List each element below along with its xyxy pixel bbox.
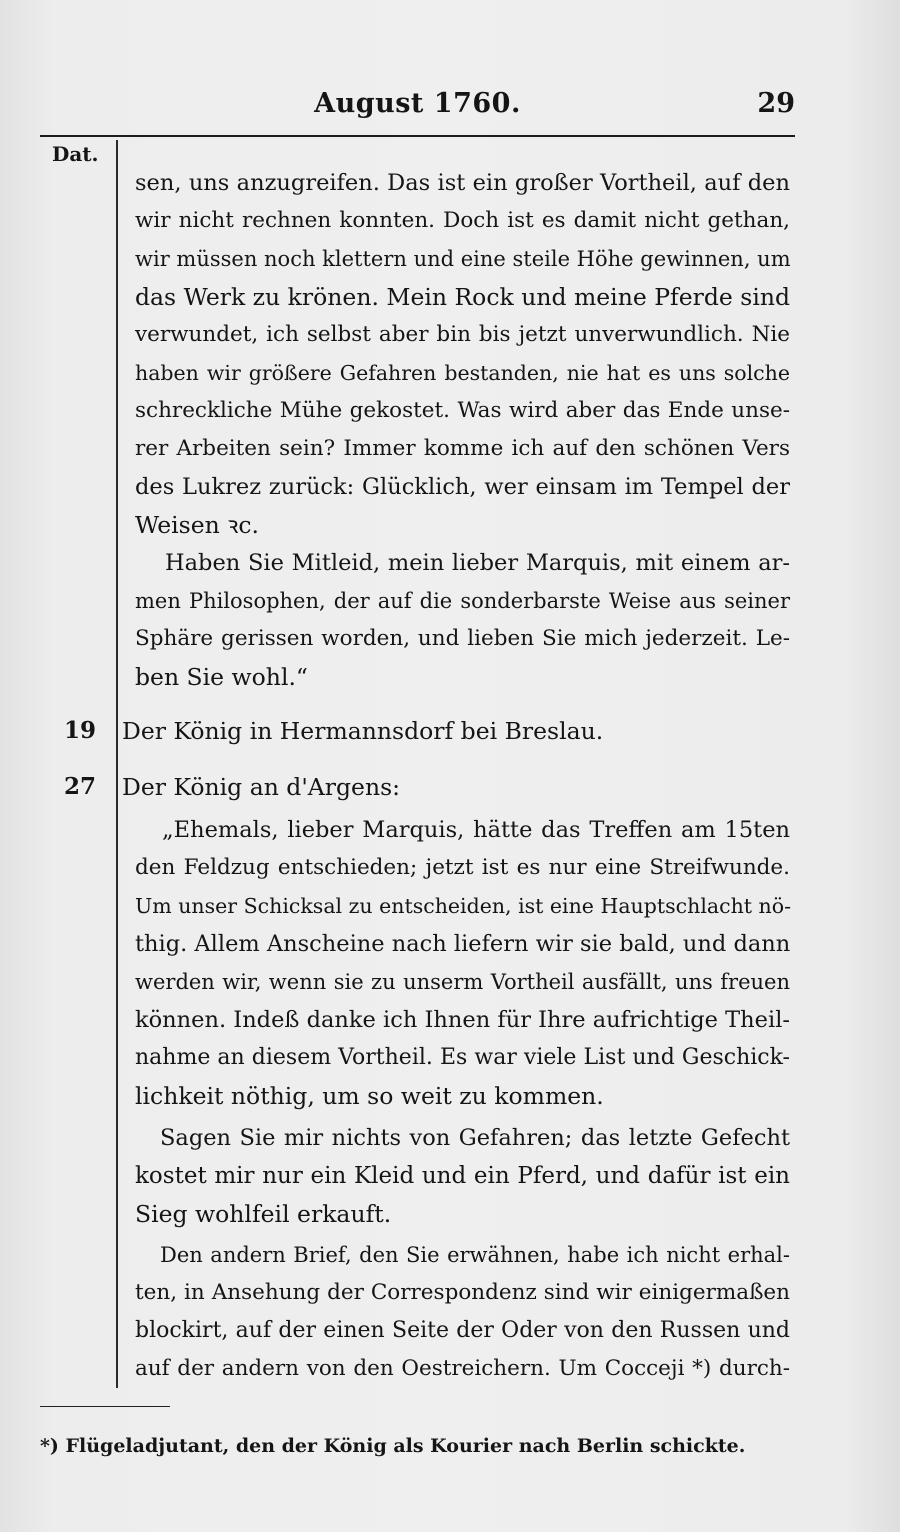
text-line: sen, uns anzugreifen. Das ist ein großer Vortheil, auf den (135, 170, 790, 196)
running-header (40, 80, 795, 130)
footnote: *) Flügeladjutant, den der König als Kourier nach Berlin schickte. (40, 1435, 746, 1457)
page-number: 29 (757, 88, 795, 119)
text-line: ten, in Ansehung der Correspondenz sind wir einigermaßen (135, 1280, 790, 1305)
text-line: den Feldzug entschieden; jetzt ist es nur eine Streifwunde. (135, 855, 790, 880)
entry-date: 19 (63, 717, 96, 744)
footnote-rule (40, 1406, 170, 1407)
text-line: lichkeit nöthig, um so weit zu kommen. (135, 1082, 604, 1110)
text-line: „Ehemals, lieber Marquis, hätte das Treffen am 15ten (162, 817, 790, 843)
text-line: blockirt, auf der einen Seite der Oder von den Russen und (135, 1318, 790, 1343)
text-line: wir nicht rechnen konnten. Doch ist es damit nicht gethan, (135, 208, 790, 233)
text-line: Sieg wohlfeil erkauft. (135, 1200, 392, 1228)
text-line: rer Arbeiten sein? Immer komme ich auf den schönen Vers (135, 436, 790, 461)
text-line: schreckliche Mühe gekostet. Was wird aber das Ende unse- (135, 398, 790, 423)
date-column-label: Dat. (52, 142, 99, 166)
margin-divider (116, 140, 118, 1388)
text-line: verwundet, ich selbst aber bin bis jetzt unverwundlich. Nie (135, 322, 790, 347)
entry-heading: Der König in Hermannsdorf bei Breslau. (122, 717, 604, 745)
text-line: kostet mir nur ein Kleid und ein Pferd, und dafür ist ein (135, 1163, 790, 1189)
text-line: Sagen Sie mir nichts von Gefahren; das letzte Gefecht (160, 1125, 790, 1151)
text-line: des Lukrez zurück: Glücklich, wer einsam im Tempel der (135, 474, 790, 500)
entry-heading: Der König an d'Argens: (122, 773, 401, 801)
entry-date: 27 (63, 773, 96, 800)
text-line: Haben Sie Mitleid, mein lieber Marquis, mit einem ar- (165, 550, 790, 576)
text-line: men Philosophen, der auf die sonderbarste Weise aus seiner (135, 589, 790, 613)
text-line: auf der andern von den Oestreichern. Um Cocceji *) durch- (135, 1356, 790, 1381)
text-line: wir müssen noch klettern und eine steile Höhe gewinnen, um (135, 247, 791, 271)
text-line: thig. Allem Anscheine nach liefern wir sie bald, und dann (135, 931, 791, 957)
text-line: ben Sie wohl.“ (135, 663, 308, 691)
text-line: Den andern Brief, den Sie erwähnen, habe ich nicht erhal- (160, 1243, 790, 1267)
text-line: haben wir größere Gefahren bestanden, nie hat es uns solche (135, 361, 790, 385)
text-line: Sphäre gerissen worden, und lieben Sie mich jederzeit. Le- (135, 626, 790, 651)
text-line: nahme an diesem Vortheil. Es war viele List und Geschick- (135, 1045, 790, 1070)
text-line: werden wir, wenn sie zu unserm Vortheil ausfällt, uns freuen (135, 970, 790, 994)
text-line: Um unser Schicksal zu entscheiden, ist eine Hauptschlacht nö- (135, 894, 792, 918)
page-title: August 1760. (314, 88, 521, 119)
header-rule (40, 135, 795, 137)
text-line: können. Indeß danke ich Ihnen für Ihre aufrichtige Theil- (135, 1007, 790, 1033)
text-line: Weisen ꝛc. (135, 511, 260, 539)
text-line: das Werk zu krönen. Mein Rock und meine Pferde sind (135, 283, 791, 311)
